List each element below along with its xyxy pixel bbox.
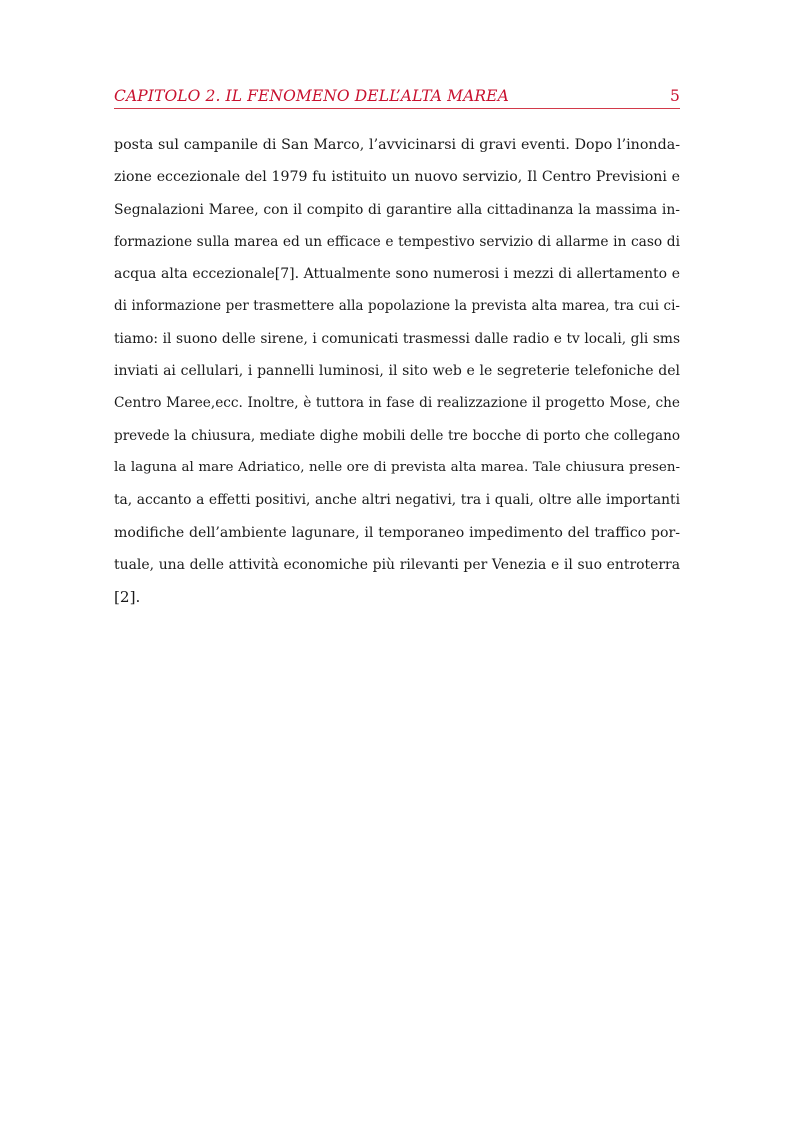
text-line: ta, accanto a effetti positivi, anche altri negativi, tra i quali, oltre alle importanti bbox=[114, 492, 680, 509]
body-paragraph bbox=[114, 129, 680, 613]
text-line: [2]. bbox=[114, 588, 141, 607]
text-line: posta sul campanile di San Marco, l’avvicinarsi di gravi eventi. Dopo l’inonda- bbox=[114, 137, 680, 153]
chapter-title: CAPITOLO 2. IL FENOMENO DELL’ALTA MAREA bbox=[114, 87, 509, 105]
text-line: tiamo: il suono delle sirene, i comunicati trasmessi dalle radio e tv locali, gli sms bbox=[114, 330, 680, 347]
text-line: la laguna al mare Adriatico, nelle ore di prevista alta marea. Tale chiusura presen- bbox=[114, 459, 680, 475]
text-line: formazione sulla marea ed un efficace e tempestivo servizio di allarme in caso di bbox=[114, 233, 680, 250]
text-line: inviati ai cellulari, i pannelli luminosi, il sito web e le segreterie telefoniche del bbox=[114, 363, 680, 380]
page-number: 5 bbox=[670, 87, 680, 105]
text-line: modifiche dell’ambiente lagunare, il temporaneo impedimento del traffico por- bbox=[114, 524, 680, 541]
text-line: Centro Maree,ecc. Inoltre, è tuttora in fase di realizzazione il progetto Mose, che bbox=[114, 395, 680, 412]
text-line: acqua alta eccezionale[7]. Attualmente sono numerosi i mezzi di allertamento e bbox=[114, 266, 680, 283]
text-line: Segnalazioni Maree, con il compito di garantire alla cittadinanza la massima in- bbox=[114, 201, 680, 218]
text-line: tuale, una delle attività economiche più rilevanti per Venezia e il suo entroterra bbox=[114, 556, 680, 573]
text-line: di informazione per trasmettere alla popolazione la prevista alta marea, tra cui ci- bbox=[114, 298, 680, 315]
text-line: zione eccezionale del 1979 fu istituito un nuovo servizio, Il Centro Previsioni e bbox=[114, 169, 680, 186]
running-header bbox=[114, 86, 680, 109]
text-line: prevede la chiusura, mediate dighe mobili delle tre bocche di porto che collegano bbox=[114, 427, 680, 444]
